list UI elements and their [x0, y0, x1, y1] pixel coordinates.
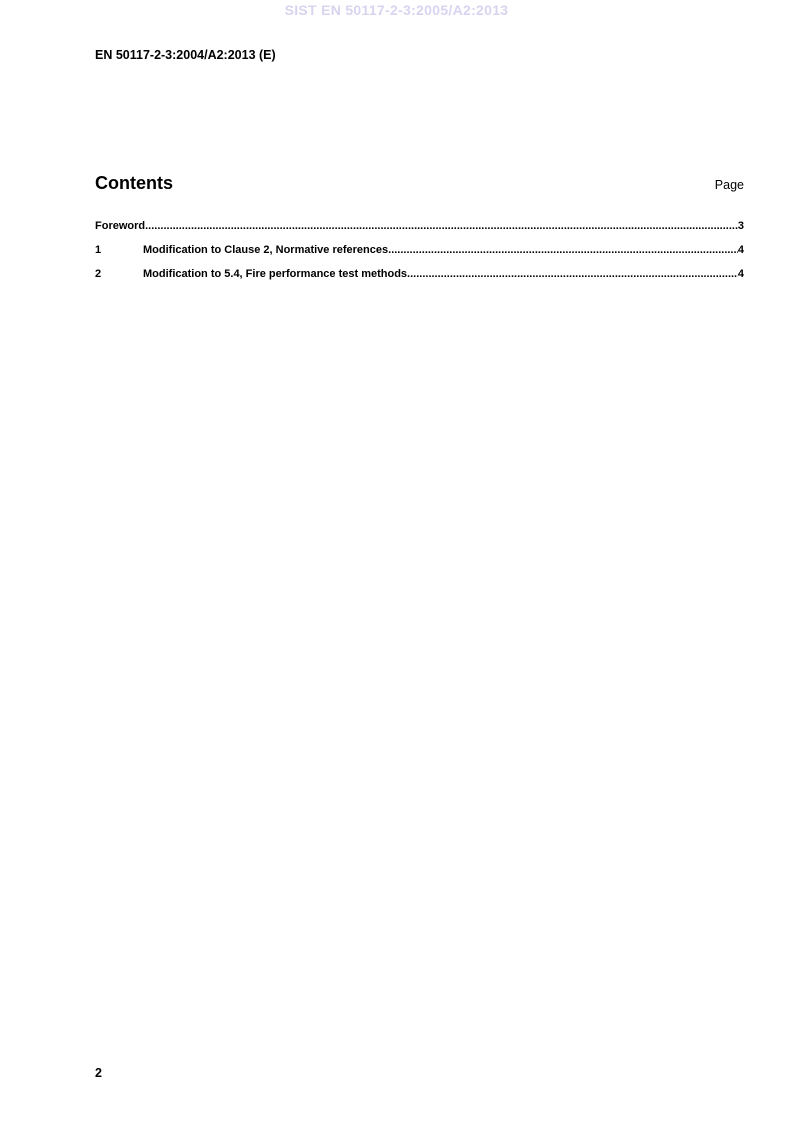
- page-number: 2: [95, 1066, 102, 1080]
- toc-dot-leader: [407, 268, 738, 280]
- toc-entry-label: Foreword: [95, 220, 146, 232]
- toc-entry-foreword[interactable]: [95, 220, 744, 244]
- toc-entry-1[interactable]: [95, 244, 744, 268]
- toc-entry-label: Modification to 5.4, Fire performance test methods: [143, 268, 408, 280]
- watermark-text: SIST EN 50117-2-3:2005/A2:2013: [284, 2, 509, 18]
- page-column-label: Page: [714, 178, 744, 192]
- toc-entry-number: 2: [95, 268, 102, 280]
- toc-entry-page: 3: [737, 220, 744, 232]
- toc-entry-label: Modification to Clause 2, Normative references: [143, 244, 389, 256]
- document-id-header: EN 50117-2-3:2004/A2:2013 (E): [95, 48, 276, 62]
- toc-entry-2[interactable]: [95, 268, 744, 292]
- toc-entry-page: 4: [737, 268, 744, 280]
- table-of-contents: [95, 220, 744, 292]
- toc-entry-page: 4: [737, 244, 744, 256]
- toc-dot-leader: [388, 244, 738, 256]
- toc-entry-number: 1: [95, 244, 102, 256]
- contents-title: Contents: [95, 173, 173, 193]
- contents-heading-row: [95, 173, 744, 197]
- toc-dot-leader: [145, 220, 738, 232]
